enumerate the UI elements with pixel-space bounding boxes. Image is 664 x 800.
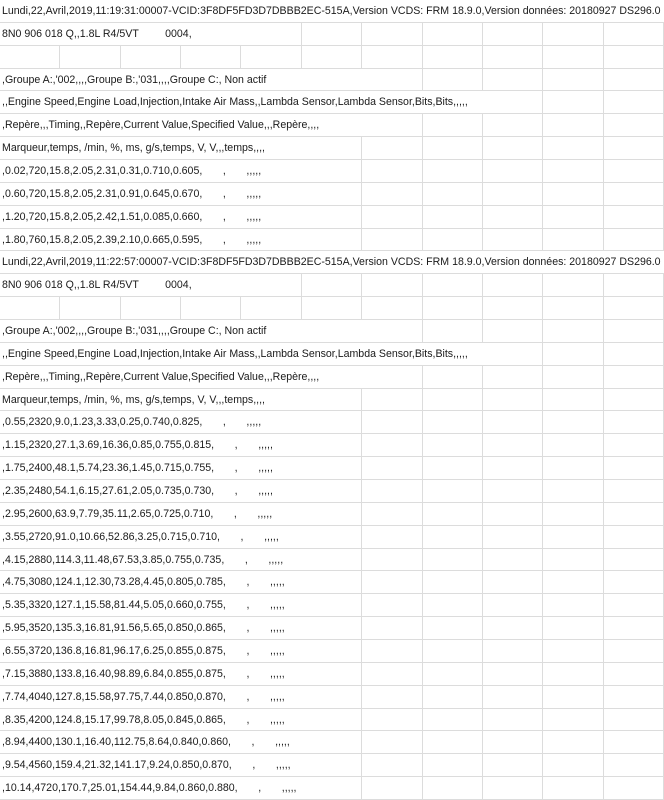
sheet-cell[interactable] [362, 457, 422, 479]
cell-text: Lundi,22,Avril,2019,11:22:57:00007-VCID:3F8DF5FD3D7DBBB2EC-515A,Version VCDS: FRM 18.9.0,Version données: 20180927 DS296.0 [2, 251, 664, 273]
sheet-cell[interactable] [0, 297, 60, 319]
sheet-cell[interactable] [604, 411, 664, 433]
sheet-cell[interactable] [302, 389, 362, 411]
sheet-cell[interactable] [302, 160, 362, 182]
sheet-cell[interactable] [483, 503, 543, 525]
sheet-cell[interactable] [362, 434, 422, 456]
sheet-row [0, 297, 664, 320]
sheet-cell[interactable] [362, 229, 422, 251]
sheet-cell[interactable] [362, 617, 422, 639]
sheet-cell[interactable] [483, 320, 543, 342]
sheet-cell[interactable] [362, 594, 422, 616]
cell-text: ,1.15,2320,27.1,3.69,16.36,0.85,0.755,0.815, , ,,,,, [2, 434, 302, 456]
sheet-cell[interactable] [302, 503, 362, 525]
sheet-row [0, 549, 664, 572]
sheet-cell[interactable] [604, 686, 664, 708]
sheet-cell[interactable] [302, 640, 362, 662]
sheet-cell[interactable] [543, 297, 603, 319]
sheet-cell[interactable] [543, 663, 603, 685]
cell-text: ,Groupe A:,'002,,,,Groupe B:,'031,,,,Groupe C:, Non actif [2, 69, 362, 91]
sheet-cell[interactable] [483, 526, 543, 548]
sheet-cell[interactable] [604, 206, 664, 228]
sheet-cell[interactable] [604, 366, 664, 388]
sheet-cell[interactable] [483, 754, 543, 776]
sheet-cell[interactable] [604, 160, 664, 182]
cell-text: ,0.02,720,15.8,2.05,2.31,0.31,0.710,0.605, , ,,,,, [2, 160, 302, 182]
sheet-cell[interactable] [604, 709, 664, 731]
sheet-cell[interactable] [483, 114, 543, 136]
sheet-cell[interactable] [543, 503, 603, 525]
sheet-cell[interactable] [302, 686, 362, 708]
cell-text: 8N0 906 018 Q,,1.8L R4/5VT 0004, [2, 23, 241, 45]
sheet-cell[interactable] [423, 617, 483, 639]
sheet-cell[interactable] [543, 594, 603, 616]
sheet-cell[interactable] [483, 389, 543, 411]
sheet-cell[interactable] [362, 69, 422, 91]
sheet-cell[interactable] [362, 731, 422, 753]
sheet-cell[interactable] [423, 274, 483, 296]
cell-text: ,8.35,4200,124.8,15.17,99.78,8.05,0.845,0.865, , ,,,,, [2, 709, 302, 731]
sheet-cell[interactable] [241, 274, 301, 296]
sheet-cell[interactable] [362, 754, 422, 776]
cell-text: ,5.95,3520,135.3,16.81,91.56,5.65,0.850,0.865, , ,,,,, [2, 617, 302, 639]
sheet-cell[interactable] [423, 686, 483, 708]
sheet-cell[interactable] [302, 663, 362, 685]
sheet-cell[interactable] [483, 686, 543, 708]
sheet-cell[interactable] [423, 571, 483, 593]
sheet-cell[interactable] [483, 731, 543, 753]
sheet-cell[interactable] [483, 366, 543, 388]
sheet-cell[interactable] [423, 320, 483, 342]
cell-text: Lundi,22,Avril,2019,11:19:31:00007-VCID:3F8DF5FD3D7DBBB2EC-515A,Version VCDS: FRM 18.9.0,Version données: 20180927 DS296.0 [2, 0, 664, 22]
sheet-cell[interactable] [423, 114, 483, 136]
sheet-cell[interactable] [302, 709, 362, 731]
sheet-cell[interactable] [302, 411, 362, 433]
sheet-cell[interactable] [423, 389, 483, 411]
sheet-cell[interactable] [604, 480, 664, 502]
sheet-row [0, 640, 664, 663]
sheet-cell[interactable] [362, 411, 422, 433]
sheet-cell[interactable] [362, 137, 422, 159]
sheet-cell[interactable] [543, 23, 603, 45]
sheet-cell[interactable] [302, 434, 362, 456]
sheet-cell[interactable] [362, 503, 422, 525]
sheet-cell[interactable] [241, 297, 301, 319]
sheet-row [0, 366, 664, 389]
sheet-cell[interactable] [604, 23, 664, 45]
sheet-cell[interactable] [362, 183, 422, 205]
sheet-cell[interactable] [483, 640, 543, 662]
sheet-cell[interactable] [483, 571, 543, 593]
sheet-row [0, 709, 664, 732]
sheet-cell[interactable] [423, 549, 483, 571]
sheet-cell[interactable] [302, 229, 362, 251]
sheet-cell[interactable] [423, 69, 483, 91]
sheet-cell[interactable] [483, 206, 543, 228]
sheet-cell[interactable] [483, 709, 543, 731]
sheet-cell[interactable] [483, 229, 543, 251]
cell-text: ,,Engine Speed,Engine Load,Injection,Intake Air Mass,,Lambda Sensor,Lambda Sensor,Bits,Bits,,,,, [2, 343, 483, 365]
sheet-cell[interactable] [302, 617, 362, 639]
sheet-cell[interactable] [423, 297, 483, 319]
sheet-cell[interactable] [604, 114, 664, 136]
sheet-cell[interactable] [423, 46, 483, 68]
sheet-cell[interactable] [604, 274, 664, 296]
sheet-cell[interactable] [302, 297, 362, 319]
sheet-cell[interactable] [423, 183, 483, 205]
cell-text: ,4.75,3080,124.1,12.30,73.28,4.45,0.805,0.785, , ,,,,, [2, 571, 302, 593]
sheet-cell[interactable] [121, 46, 181, 68]
sheet-cell[interactable] [543, 183, 603, 205]
sheet-cell[interactable] [423, 526, 483, 548]
sheet-cell[interactable] [543, 343, 603, 365]
sheet-cell[interactable] [604, 69, 664, 91]
cell-text: ,Repère,,,Timing,,Repère,Current Value,Specified Value,,,Repère,,,, [2, 114, 362, 136]
sheet-cell[interactable] [543, 206, 603, 228]
sheet-row [0, 663, 664, 686]
sheet-cell[interactable] [604, 320, 664, 342]
sheet-cell[interactable] [60, 297, 120, 319]
sheet-cell[interactable] [362, 114, 422, 136]
cell-text: ,6.55,3720,136.8,16.81,96.17,6.25,0.855,0.875, , ,,,,, [2, 640, 302, 662]
sheet-cell[interactable] [302, 206, 362, 228]
sheet-cell[interactable] [302, 777, 362, 799]
sheet-cell[interactable] [423, 411, 483, 433]
sheet-cell[interactable] [423, 137, 483, 159]
sheet-cell[interactable] [302, 594, 362, 616]
sheet-cell[interactable] [362, 709, 422, 731]
sheet-cell[interactable] [604, 549, 664, 571]
cell-text: 8N0 906 018 Q,,1.8L R4/5VT 0004, [2, 274, 241, 296]
sheet-row [0, 480, 664, 503]
sheet-cell[interactable] [483, 777, 543, 799]
sheet-cell[interactable] [483, 297, 543, 319]
sheet-cell[interactable] [483, 663, 543, 685]
sheet-cell[interactable] [362, 274, 422, 296]
sheet-cell[interactable] [241, 46, 301, 68]
sheet-cell[interactable] [604, 777, 664, 799]
sheet-row [0, 617, 664, 640]
sheet-cell[interactable] [483, 434, 543, 456]
cell-text: ,1.80,760,15.8,2.05,2.39,2.10,0.665,0.595, , ,,,,, [2, 229, 302, 251]
sheet-cell[interactable] [121, 297, 181, 319]
sheet-cell[interactable] [604, 229, 664, 251]
sheet-cell[interactable] [423, 160, 483, 182]
sheet-cell[interactable] [423, 731, 483, 753]
sheet-row [0, 229, 664, 252]
cell-text: ,2.35,2480,54.1,6.15,27.61,2.05,0.735,0.730, , ,,,,, [2, 480, 302, 502]
cell-text: Marqueur,temps, /min, %, ms, g/s,temps, V, V,,,temps,,,, [2, 389, 302, 411]
cell-text: ,10.14,4720,170.7,25.01,154.44,9.84,0.860,0.880, , ,,,,, [2, 777, 302, 799]
sheet-cell[interactable] [543, 434, 603, 456]
sheet-cell[interactable] [543, 526, 603, 548]
sheet-cell[interactable] [543, 617, 603, 639]
sheet-cell[interactable] [604, 663, 664, 685]
sheet-cell[interactable] [543, 320, 603, 342]
sheet-cell[interactable] [302, 23, 362, 45]
sheet-row [0, 389, 664, 412]
sheet-row [0, 731, 664, 754]
sheet-row [0, 160, 664, 183]
cell-text: ,9.54,4560,159.4,21.32,141.17,9.24,0.850,0.870, , ,,,,, [2, 754, 302, 776]
sheet-cell[interactable] [362, 571, 422, 593]
sheet-row [0, 777, 664, 800]
sheet-row [0, 206, 664, 229]
sheet-cell[interactable] [423, 777, 483, 799]
sheet-cell[interactable] [604, 731, 664, 753]
sheet-cell[interactable] [604, 389, 664, 411]
sheet-cell[interactable] [423, 594, 483, 616]
sheet-cell[interactable] [362, 663, 422, 685]
sheet-row [0, 754, 664, 777]
sheet-cell[interactable] [604, 137, 664, 159]
sheet-row [0, 503, 664, 526]
sheet-cell[interactable] [483, 480, 543, 502]
cell-text: ,0.60,720,15.8,2.05,2.31,0.91,0.645,0.670, , ,,,,, [2, 183, 302, 205]
sheet-cell[interactable] [483, 46, 543, 68]
sheet-cell[interactable] [362, 389, 422, 411]
sheet-cell[interactable] [423, 663, 483, 685]
sheet-cell[interactable] [483, 617, 543, 639]
sheet-cell[interactable] [423, 206, 483, 228]
sheet-cell[interactable] [483, 343, 543, 365]
sheet-cell[interactable] [423, 23, 483, 45]
sheet-cell[interactable] [483, 274, 543, 296]
cell-text: ,4.15,2880,114.3,11.48,67.53,3.85,0.755,0.735, , ,,,,, [2, 549, 302, 571]
sheet-cell[interactable] [543, 754, 603, 776]
sheet-row [0, 91, 664, 114]
cell-text: ,8.94,4400,130.1,16.40,112.75,8.64,0.840,0.860, , ,,,,, [2, 731, 302, 753]
sheet-row [0, 457, 664, 480]
sheet-cell[interactable] [604, 434, 664, 456]
sheet-cell[interactable] [423, 366, 483, 388]
sheet-cell[interactable] [423, 503, 483, 525]
sheet-cell[interactable] [362, 686, 422, 708]
sheet-row [0, 183, 664, 206]
sheet-cell[interactable] [543, 457, 603, 479]
sheet-cell[interactable] [604, 297, 664, 319]
sheet-cell[interactable] [543, 160, 603, 182]
cell-text: ,Groupe A:,'002,,,,Groupe B:,'031,,,,Groupe C:, Non actif [2, 320, 362, 342]
sheet-cell[interactable] [604, 343, 664, 365]
sheet-cell[interactable] [543, 137, 603, 159]
sheet-cell[interactable] [604, 457, 664, 479]
sheet-cell[interactable] [543, 114, 603, 136]
sheet-cell[interactable] [543, 69, 603, 91]
sheet-row [0, 686, 664, 709]
sheet-cell[interactable] [423, 640, 483, 662]
sheet-row [0, 0, 664, 23]
sheet-cell[interactable] [302, 549, 362, 571]
sheet-cell[interactable] [302, 137, 362, 159]
sheet-cell[interactable] [423, 754, 483, 776]
sheet-cell[interactable] [604, 640, 664, 662]
sheet-row [0, 571, 664, 594]
sheet-cell[interactable] [543, 46, 603, 68]
sheet-cell[interactable] [181, 297, 241, 319]
sheet-row [0, 343, 664, 366]
sheet-cell[interactable] [362, 206, 422, 228]
sheet-cell[interactable] [543, 549, 603, 571]
sheet-cell[interactable] [423, 480, 483, 502]
sheet-cell[interactable] [483, 91, 543, 113]
sheet-cell[interactable] [362, 23, 422, 45]
sheet-cell[interactable] [362, 366, 422, 388]
sheet-cell[interactable] [302, 571, 362, 593]
cell-text: ,7.74,4040,127.8,15.58,97.75,7.44,0.850,0.870, , ,,,,, [2, 686, 302, 708]
sheet-cell[interactable] [543, 640, 603, 662]
cell-text: ,1.75,2400,48.1,5.74,23.36,1.45,0.715,0.755, , ,,,,, [2, 457, 302, 479]
cell-text: ,,Engine Speed,Engine Load,Injection,Intake Air Mass,,Lambda Sensor,Lambda Sensor,Bits,Bits,,,,, [2, 91, 483, 113]
sheet-cell[interactable] [302, 480, 362, 502]
sheet-row [0, 251, 664, 274]
cell-text: ,3.55,2720,91.0,10.66,52.86,3.25,0.715,0.710, , ,,,,, [2, 526, 302, 548]
cell-text: ,7.15,3880,133.8,16.40,98.89,6.84,0.855,0.875, , ,,,,, [2, 663, 302, 685]
sheet-cell[interactable] [604, 754, 664, 776]
sheet-cell[interactable] [302, 274, 362, 296]
sheet-cell[interactable] [362, 549, 422, 571]
sheet-cell[interactable] [483, 411, 543, 433]
sheet-cell[interactable] [483, 549, 543, 571]
sheet-cell[interactable] [362, 160, 422, 182]
sheet-row [0, 274, 664, 297]
sheet-cell[interactable] [483, 594, 543, 616]
sheet-cell[interactable] [543, 571, 603, 593]
sheet-cell[interactable] [362, 526, 422, 548]
cell-text: Marqueur,temps, /min, %, ms, g/s,temps, V, V,,,temps,,,, [2, 137, 302, 159]
sheet-row [0, 46, 664, 69]
sheet-cell[interactable] [423, 229, 483, 251]
sheet-cell[interactable] [483, 23, 543, 45]
sheet-row [0, 434, 664, 457]
sheet-cell[interactable] [604, 46, 664, 68]
sheet-cell[interactable] [0, 46, 60, 68]
sheet-cell[interactable] [302, 183, 362, 205]
sheet-cell[interactable] [483, 183, 543, 205]
sheet-cell[interactable] [604, 571, 664, 593]
cell-text: ,2.95,2600,63.9,7.79,35.11,2.65,0.725,0.710, , ,,,,, [2, 503, 302, 525]
sheet-cell[interactable] [423, 434, 483, 456]
sheet-cell[interactable] [543, 480, 603, 502]
sheet-cell[interactable] [362, 640, 422, 662]
sheet-cell[interactable] [302, 754, 362, 776]
sheet-cell[interactable] [604, 617, 664, 639]
sheet-cell[interactable] [483, 457, 543, 479]
sheet-cell[interactable] [604, 183, 664, 205]
sheet-row [0, 320, 664, 343]
cell-text: ,Repère,,,Timing,,Repère,Current Value,Specified Value,,,Repère,,,, [2, 366, 362, 388]
sheet-cell[interactable] [543, 389, 603, 411]
sheet-cell[interactable] [362, 777, 422, 799]
sheet-cell[interactable] [543, 91, 603, 113]
sheet-cell[interactable] [302, 731, 362, 753]
sheet-cell[interactable] [543, 731, 603, 753]
sheet-row [0, 594, 664, 617]
sheet-row [0, 69, 664, 92]
sheet-cell[interactable] [483, 137, 543, 159]
sheet-row [0, 114, 664, 137]
sheet-cell[interactable] [483, 160, 543, 182]
sheet-cell[interactable] [60, 46, 120, 68]
cell-text: ,1.20,720,15.8,2.05,2.42,1.51,0.085,0.660, , ,,,,, [2, 206, 302, 228]
sheet-row [0, 23, 664, 46]
sheet-cell[interactable] [241, 23, 301, 45]
cell-text: ,5.35,3320,127.1,15.58,81.44,5.05,0.660,0.755, , ,,,,, [2, 594, 302, 616]
sheet-cell[interactable] [181, 46, 241, 68]
cell-text: ,0.55,2320,9.0,1.23,3.33,0.25,0.740,0.825, , ,,,,, [2, 411, 302, 433]
sheet-cell[interactable] [362, 320, 422, 342]
sheet-cell[interactable] [543, 274, 603, 296]
sheet-row [0, 411, 664, 434]
sheet-cell[interactable] [543, 686, 603, 708]
sheet-row [0, 137, 664, 160]
sheet-cell[interactable] [423, 457, 483, 479]
sheet-cell[interactable] [604, 594, 664, 616]
sheet-cell[interactable] [543, 411, 603, 433]
sheet-cell[interactable] [604, 526, 664, 548]
sheet-cell[interactable] [302, 526, 362, 548]
sheet-cell[interactable] [362, 480, 422, 502]
sheet-cell[interactable] [604, 91, 664, 113]
sheet-cell[interactable] [483, 69, 543, 91]
sheet-cell[interactable] [302, 457, 362, 479]
sheet-cell[interactable] [543, 366, 603, 388]
sheet-cell[interactable] [302, 46, 362, 68]
sheet-row [0, 526, 664, 549]
sheet-cell[interactable] [423, 709, 483, 731]
sheet-cell[interactable] [543, 777, 603, 799]
sheet-cell[interactable] [604, 503, 664, 525]
sheet-cell[interactable] [362, 297, 422, 319]
sheet-cell[interactable] [362, 46, 422, 68]
sheet-cell[interactable] [543, 709, 603, 731]
sheet-cell[interactable] [543, 229, 603, 251]
